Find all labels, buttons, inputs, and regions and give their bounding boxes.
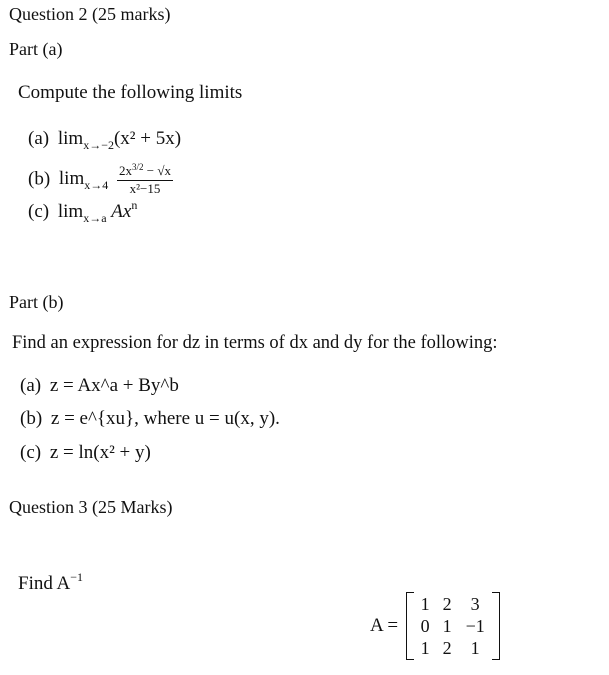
matrix-cell: 1 <box>420 637 430 658</box>
differential-item-a <box>20 375 179 397</box>
question-3-title: Question 3 (25 Marks) <box>9 497 173 517</box>
question-3-prompt: Find $A^{-1}$ <box>18 570 84 594</box>
matrix-cell: 1 <box>420 593 430 614</box>
differential-expression: z = e^{xu}, where u = u(x, y). <box>50 408 280 429</box>
limit-fraction <box>117 164 173 196</box>
matrix-cell: −1 <box>465 615 485 636</box>
differential-expression: z = ln(x² + y) <box>49 442 151 463</box>
lim-operator: lim <box>58 168 85 190</box>
right-bracket <box>492 592 500 660</box>
part-b-heading: Part (b) <box>9 292 64 312</box>
item-label: (b) <box>20 408 43 429</box>
lim-subscript: x→a <box>83 211 107 225</box>
matrix-A <box>406 592 500 660</box>
matrix-cell: 1 <box>470 637 480 658</box>
matrix-cell: 0 <box>420 615 430 636</box>
left-bracket <box>406 592 414 660</box>
matrix-block <box>370 592 500 660</box>
matrix-grid <box>414 593 492 659</box>
item-label: (c) <box>28 201 50 222</box>
limit-item-c <box>28 198 138 225</box>
lim-subscript: x→4 <box>84 178 109 193</box>
part-b-prompt: Find an expression for dz in terms of dx and dy for the following: <box>12 333 498 353</box>
lim-operator: lim <box>57 201 84 222</box>
matrix-cell: 1 <box>442 615 452 636</box>
differential-item-b <box>20 408 280 430</box>
fraction-denominator: x²−15 <box>129 181 161 196</box>
item-label: (a) <box>28 128 50 149</box>
limit-expression: Ax$^n$ <box>111 198 138 222</box>
limit-expression: (x² + 5x) <box>113 128 182 149</box>
question-2-title: Question 2 (25 marks) <box>9 4 171 24</box>
part-a-heading: Part (a) <box>9 39 63 59</box>
limit-item-a <box>28 128 181 150</box>
differential-expression: z = Ax^a + By^b <box>49 375 179 396</box>
matrix-cell: 2 <box>442 593 452 614</box>
lim-operator: lim <box>57 128 84 149</box>
part-a-prompt: Compute the following limits <box>18 82 243 103</box>
matrix-cell: 3 <box>470 593 480 614</box>
item-label: (b) <box>28 168 51 190</box>
matrix-label: A = <box>370 615 399 636</box>
item-label: (a) <box>20 375 42 396</box>
fraction-numerator: $2x^{3/2} - √x$ <box>117 164 173 181</box>
item-label: (c) <box>20 442 42 463</box>
matrix-cell: 2 <box>442 637 452 658</box>
limit-item-b <box>28 164 173 196</box>
differential-item-c <box>20 442 151 464</box>
lim-subscript: x→−2 <box>83 138 114 152</box>
